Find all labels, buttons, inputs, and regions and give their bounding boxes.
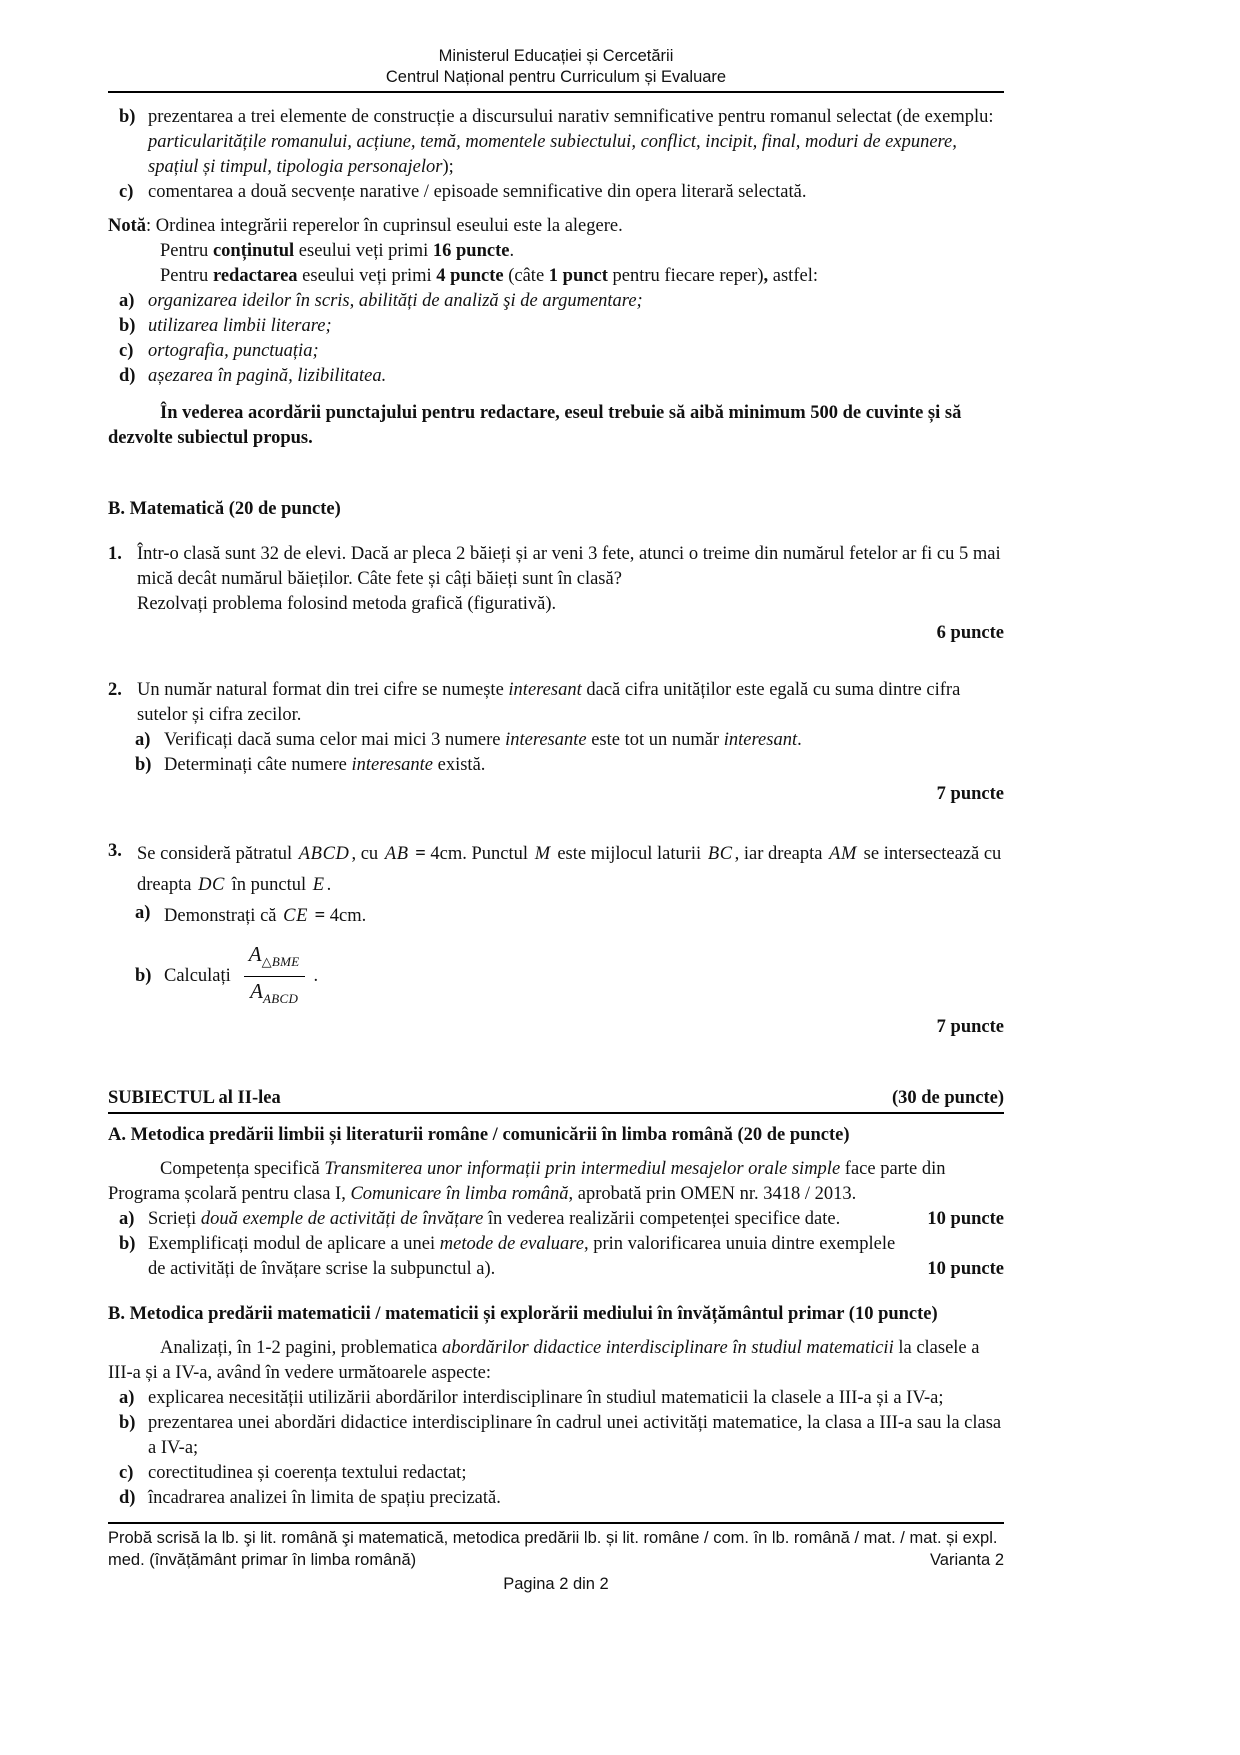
area-symbol: A [250, 979, 263, 1004]
footer-exam-description-line2: med. (învățământ primar în limba română) [108, 1551, 417, 1569]
math-problem-1 [108, 542, 1004, 617]
problem-2-points: 7 puncte [936, 784, 1004, 804]
item-points: 10 puncte [927, 1259, 1004, 1280]
problem-3-points: 7 puncte [936, 1017, 1004, 1038]
problem-2-text: Un număr natural format din trei cifre se numește interesant dacă cifra unităților este egală cu suma dintre cifra sutelor și cifra zecilor. [137, 680, 961, 725]
criterion-text: așezarea în pagină, lizibilitatea. [148, 366, 387, 386]
essay-criterion-c [119, 339, 1004, 364]
criterion-label: d) [119, 366, 136, 386]
section-b-item-b [119, 1411, 1004, 1461]
subitem-label: a) [135, 903, 151, 923]
math-section-title: B. Matematică (20 de puncte) [108, 499, 341, 519]
area-symbol: A [248, 942, 262, 966]
fraction-denominator [244, 977, 305, 1011]
item-text: Scrieți două exemple de activități de învățare în vederea realizării competenței specifice date. [148, 1209, 841, 1230]
section-a-item-a [119, 1207, 1004, 1232]
essay-item-b-text: prezentarea a trei elemente de construcție a discursului narativ semnificative pentru romanul selectat (de exemplu: particularitățile romanului, acțiune, temă, momentele subiectului, conflict, incipit, final, moduri de expunere, spațiul și timpul, tipologia personajelor); [148, 107, 994, 177]
problem-1-instruction: Rezolvați problema folosind metoda grafică (figurativă). [137, 594, 557, 614]
criterion-text: ortografia, punctuația; [148, 341, 319, 361]
subitem-label: b) [135, 966, 152, 987]
section-a-title: A. Metodica predării limbii și literaturii române / comunicării în limba română (20 de puncte) [108, 1125, 850, 1146]
essay-criterion-b [119, 314, 1004, 339]
essay-nota: Notă: Ordinea integrării reperelor în cuprinsul eseului este la alegere. [108, 216, 623, 236]
criterion-text: organizarea ideilor în scris, abilități de analiză şi de argumentare; [148, 291, 643, 311]
item-label: b) [119, 1413, 136, 1434]
criterion-text: utilizarea limbii literare; [148, 316, 332, 336]
section-b-item-a [119, 1386, 1004, 1411]
essay-item-b [119, 105, 1004, 180]
section-a-intro: Competența specifică Transmiterea unor informații prin intermediul mesajelor orale simple face parte din Programa școlară pentru clasa I, Comunicare în limba română, aprobată prin OMEN nr. 3418 / 2013. [108, 1159, 946, 1205]
section-b-item-d [119, 1486, 1004, 1511]
item-label: a) [119, 1388, 135, 1409]
essay-item-c-label: c) [119, 182, 134, 202]
fraction-numerator [244, 942, 305, 977]
criterion-label: c) [119, 341, 134, 361]
section-b-intro: Analizați, în 1-2 pagini, problematica abordărilor didactice interdisciplinare în studiul matematicii la clasele a III-a și a IV-a, având în vedere următoarele aspecte: [108, 1338, 980, 1384]
footer-second-row [108, 1549, 1004, 1571]
criterion-label: a) [119, 291, 135, 311]
item-label: d) [119, 1488, 136, 1509]
section-b-title: B. Metodica predării matematicii / matematicii și explorării mediului în învățământul primar (10 puncte) [108, 1304, 938, 1325]
essay-criterion-a [119, 289, 1004, 314]
subitem-text: Demonstrați că CE = 4cm. [164, 906, 367, 926]
section-a-item-b [119, 1232, 1004, 1282]
item-text: prezentarea unei abordări didactice interdisciplinare în cadrul unei activități matematice, la clasa a III-a sau la clasa a IV-a; [148, 1413, 1002, 1459]
footer-variant: Varianta 2 [930, 1551, 1004, 1569]
essay-content-points: Pentru conținutul eseului veți primi 16 puncte. [160, 241, 515, 261]
header-ministry-line: Ministerul Educației și Cercetării [438, 47, 674, 65]
item-text: Exemplificați modul de aplicare a unei metode de evaluare, prin valorificarea unuia dintre exemplele de activități de învățare scrise la subpunctul a). [148, 1234, 896, 1280]
numerator-subscript: △BME [261, 954, 300, 970]
problem-2-subitem-a [135, 728, 1004, 753]
essay-item-c-text: comentarea a două secvențe narative / episoade semnificative din opera literară selectată. [148, 182, 807, 202]
subitem-label: a) [135, 730, 151, 750]
problem-3-subitem-a [135, 901, 1004, 932]
subitem-text: Determinați câte numere interesante există. [164, 755, 486, 775]
math-problem-3 [108, 839, 1004, 901]
subitem-label: b) [135, 755, 152, 775]
subitem-end-punctuation: . [313, 966, 319, 987]
item-points: 10 puncte [927, 1209, 1004, 1230]
problem-3-subitem-b [135, 942, 1004, 1011]
essay-item-c [119, 180, 1004, 205]
subject-2-points: (30 de puncte) [891, 1088, 1004, 1109]
problem-3-text: Se consideră pătratul ABCD , cu AB = 4cm. Punctul M este mijlocul laturii BC , iar dreapta AM se intersectează cu dreapta DC în punctul E . [137, 844, 1002, 895]
problem-2-subitem-b [135, 753, 1004, 778]
essay-criterion-d [119, 364, 1004, 389]
item-text: încadrarea analizei în limita de spațiu precizată. [148, 1488, 501, 1509]
denominator-subscript: ABCD [263, 991, 299, 1007]
essay-item-b-label: b) [119, 107, 136, 127]
math-problem-2 [108, 678, 1004, 728]
subitem-text: Verificați dacă suma celor mai mici 3 numere interesante este tot un număr interesant. [164, 730, 802, 750]
problem-3-label: 3. [108, 841, 122, 861]
problem-1-body [137, 542, 1004, 617]
subject-2-title: SUBIECTUL al II-lea [108, 1088, 281, 1109]
footer-page-number: Pagina 2 din 2 [503, 1575, 609, 1593]
item-text: corectitudinea și coerența textului redactat; [148, 1463, 467, 1484]
item-label: c) [119, 1463, 134, 1484]
document-footer [108, 1522, 1004, 1595]
item-label: a) [119, 1209, 135, 1230]
section-b-item-c [119, 1461, 1004, 1486]
problem-2-label: 2. [108, 680, 122, 700]
problem-1-text: Într-o clasă sunt 32 de elevi. Dacă ar pleca 2 băieți și ar veni 3 fete, atunci o treime din numărul fetelor ar fi cu 5 mai mică decât numărul băieților. Câte fete și câți băieți sunt în clasă? [137, 544, 1001, 589]
footer-exam-description-line1: Probă scrisă la lb. şi lit. română şi matematică, metodica predării lb. și lit. române / com. în lb. română / mat. / mat. și expl. [108, 1529, 998, 1547]
essay-conclusion: În vederea acordării punctajului pentru redactare, eseul trebuie să aibă minimum 500 de cuvinte și să dezvolte subiectul propus. [108, 403, 962, 448]
subject-2-heading-row [108, 1086, 1004, 1114]
item-text: explicarea necesității utilizării abordărilor interdisciplinare în studiul matematicii la clasele a III-a și a IV-a; [148, 1388, 944, 1409]
problem-1-label: 1. [108, 544, 122, 564]
problem-1-points: 6 puncte [936, 623, 1004, 643]
area-ratio-fraction [244, 942, 305, 1011]
criterion-label: b) [119, 316, 136, 336]
document-header [108, 46, 1004, 93]
header-center-line: Centrul Național pentru Curriculum și Evaluare [385, 68, 727, 86]
item-label: b) [119, 1234, 136, 1255]
subitem-lead-text: Calculați [164, 966, 231, 987]
essay-redact-points: Pentru redactarea eseului veți primi 4 puncte (câte 1 punct pentru fiecare reper), astfel: [160, 266, 818, 286]
